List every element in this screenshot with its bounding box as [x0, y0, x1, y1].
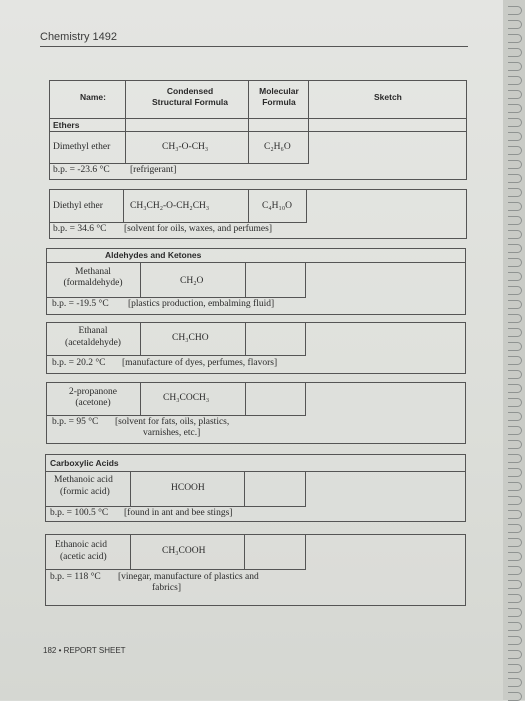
spiral-coil: [508, 370, 522, 379]
boiling-point: b.p. = 20.2 °C: [52, 358, 106, 368]
spiral-coil: [508, 146, 522, 155]
boiling-point: b.p. = 118 °C: [50, 572, 101, 582]
molecular-formula: C₂H₆O: [264, 142, 291, 152]
section-ethers: Ethers: [53, 120, 80, 130]
spiral-coil: [508, 496, 522, 505]
col-divider: [140, 382, 141, 415]
compound-name: Methanal: [75, 267, 111, 277]
col-divider: [130, 471, 131, 506]
col-divider: [305, 262, 306, 297]
spiral-coil: [508, 286, 522, 295]
col-divider: [305, 534, 306, 569]
row-divider: [46, 355, 306, 356]
col-divider: [245, 322, 246, 355]
spiral-coil: [508, 482, 522, 491]
spiral-coil: [508, 342, 522, 351]
row-divider: [46, 262, 465, 263]
column-condensed-2: Structural Formula: [151, 97, 229, 107]
spiral-coil: [508, 552, 522, 561]
compound-common-name: (formaldehyde): [63, 278, 123, 288]
section-aldehydes: Aldehydes and Ketones: [105, 250, 202, 260]
spiral-coil: [508, 440, 522, 449]
spiral-coil: [508, 384, 522, 393]
col-divider: [130, 534, 131, 569]
col-divider: [248, 80, 249, 163]
condensed-formula: CH₃COCH₃: [163, 393, 210, 403]
spiral-coil: [508, 328, 522, 337]
use-note-cont: varnishes, etc.]: [143, 428, 201, 438]
spiral-coil: [508, 468, 522, 477]
spiral-coil: [508, 34, 522, 43]
condensed-formula: HCOOH: [171, 483, 205, 493]
row-divider: [45, 569, 306, 570]
spiral-coil: [508, 258, 522, 267]
compound-name: 2-propanone: [68, 387, 117, 397]
compound-common-name: (acetone): [75, 398, 111, 408]
row-divider: [45, 506, 306, 507]
condensed-formula: CH₃CH₂-O-CH₂CH₃: [130, 201, 210, 211]
compound-common-name: (acetic acid): [60, 552, 107, 562]
spiral-coil: [508, 524, 522, 533]
spiral-coil: [508, 300, 522, 309]
row-divider: [46, 297, 306, 298]
col-divider: [245, 262, 246, 297]
ethanoic-acid-row: [45, 534, 466, 606]
use-note: [solvent for fats, oils, plastics,: [115, 417, 230, 427]
boiling-point: b.p. = -19.5 °C: [52, 299, 109, 309]
spiral-coil: [508, 48, 522, 57]
boiling-point: b.p. = -23.6 °C: [53, 165, 110, 175]
molecular-formula: C₄H₁₀O: [262, 201, 292, 211]
section-acids: Carboxylic Acids: [50, 458, 119, 468]
spiral-coil: [508, 62, 522, 71]
compound-name: Ethanoic acid: [55, 540, 107, 550]
spiral-coil: [508, 650, 522, 659]
spiral-coil: [508, 90, 522, 99]
spiral-coil: [508, 20, 522, 29]
condensed-formula: CH₃CHO: [172, 333, 209, 343]
spiral-coil: [508, 118, 522, 127]
use-note: [refrigerant]: [130, 165, 177, 175]
row-divider: [49, 131, 466, 132]
condensed-formula: CH₃-O-CH₃: [162, 142, 209, 152]
condensed-formula: CH₃COOH: [162, 546, 206, 556]
spiral-coil: [508, 566, 522, 575]
spiral-coil: [508, 510, 522, 519]
spiral-coil: [508, 6, 522, 15]
column-molecular-2: Formula: [262, 97, 296, 107]
col-divider: [305, 322, 306, 355]
column-sketch: Sketch: [374, 92, 402, 102]
col-divider: [140, 262, 141, 297]
row-divider: [45, 471, 465, 472]
spiral-coil: [508, 104, 522, 113]
col-divider: [125, 80, 126, 163]
compound-name: Dimethyl ether: [53, 142, 111, 152]
row-divider: [49, 163, 309, 164]
use-note: [solvent for oils, waxes, and perfumes]: [124, 224, 273, 234]
spiral-coil: [508, 230, 522, 239]
compound-common-name: (formic acid): [60, 487, 110, 497]
col-divider: [244, 471, 245, 506]
spiral-coil: [508, 174, 522, 183]
spiral-coil: [508, 622, 522, 631]
spiral-coil: [508, 580, 522, 589]
col-divider: [308, 80, 309, 163]
col-divider: [306, 189, 307, 222]
spiral-coil: [508, 398, 522, 407]
spiral-coil: [508, 272, 522, 281]
spiral-coil: [508, 594, 522, 603]
spiral-coil: [508, 216, 522, 225]
col-divider: [140, 322, 141, 355]
page-header: [40, 31, 468, 47]
spiral-coil: [508, 202, 522, 211]
compound-name: Ethanal: [78, 326, 108, 336]
row-divider: [49, 222, 307, 223]
col-divider: [248, 189, 249, 222]
column-molecular-1: Molecular: [259, 86, 299, 96]
spiral-coil: [508, 244, 522, 253]
spiral-coil: [508, 664, 522, 673]
column-name: Name:: [80, 92, 106, 102]
spiral-coil: [508, 426, 522, 435]
spiral-coil: [508, 314, 522, 323]
use-note: [vinegar, manufacture of plastics and: [118, 572, 259, 582]
col-divider: [305, 382, 306, 415]
condensed-formula: CH₂O: [180, 276, 204, 286]
spiral-coil: [508, 132, 522, 141]
spiral-coil: [508, 454, 522, 463]
spiral-coil: [508, 538, 522, 547]
compound-name: Diethyl ether: [53, 201, 103, 211]
row-divider: [49, 118, 466, 119]
spiral-coil: [508, 636, 522, 645]
boiling-point: b.p. = 100.5 °C: [50, 508, 109, 518]
use-note-cont: fabrics]: [152, 583, 182, 593]
col-divider: [123, 189, 124, 222]
compound-name: Methanoic acid: [54, 475, 113, 485]
spiral-coil: [508, 608, 522, 617]
boiling-point: b.p. = 95 °C: [52, 417, 99, 427]
boiling-point: b.p. = 34.6 °C: [53, 224, 107, 234]
compound-common-name: (acetaldehyde): [65, 338, 121, 348]
use-note: [plastics production, embalming fluid]: [128, 299, 275, 309]
course-title: Chemistry 1492: [40, 31, 118, 43]
use-note: [found in ant and bee stings]: [124, 508, 233, 518]
col-divider: [245, 382, 246, 415]
col-divider: [305, 471, 306, 506]
spiral-coil: [508, 412, 522, 421]
spiral-coil: [508, 188, 522, 197]
spiral-binding: [503, 0, 525, 700]
spiral-coil: [508, 76, 522, 85]
column-condensed-1: Condensed: [166, 86, 214, 96]
col-divider: [244, 534, 245, 569]
page-footer: 182 • REPORT SHEET: [43, 646, 126, 655]
spiral-coil: [508, 160, 522, 169]
spiral-coil: [508, 678, 522, 687]
use-note: [manufacture of dyes, perfumes, flavors]: [122, 358, 278, 368]
row-divider: [46, 415, 306, 416]
spiral-coil: [508, 356, 522, 365]
